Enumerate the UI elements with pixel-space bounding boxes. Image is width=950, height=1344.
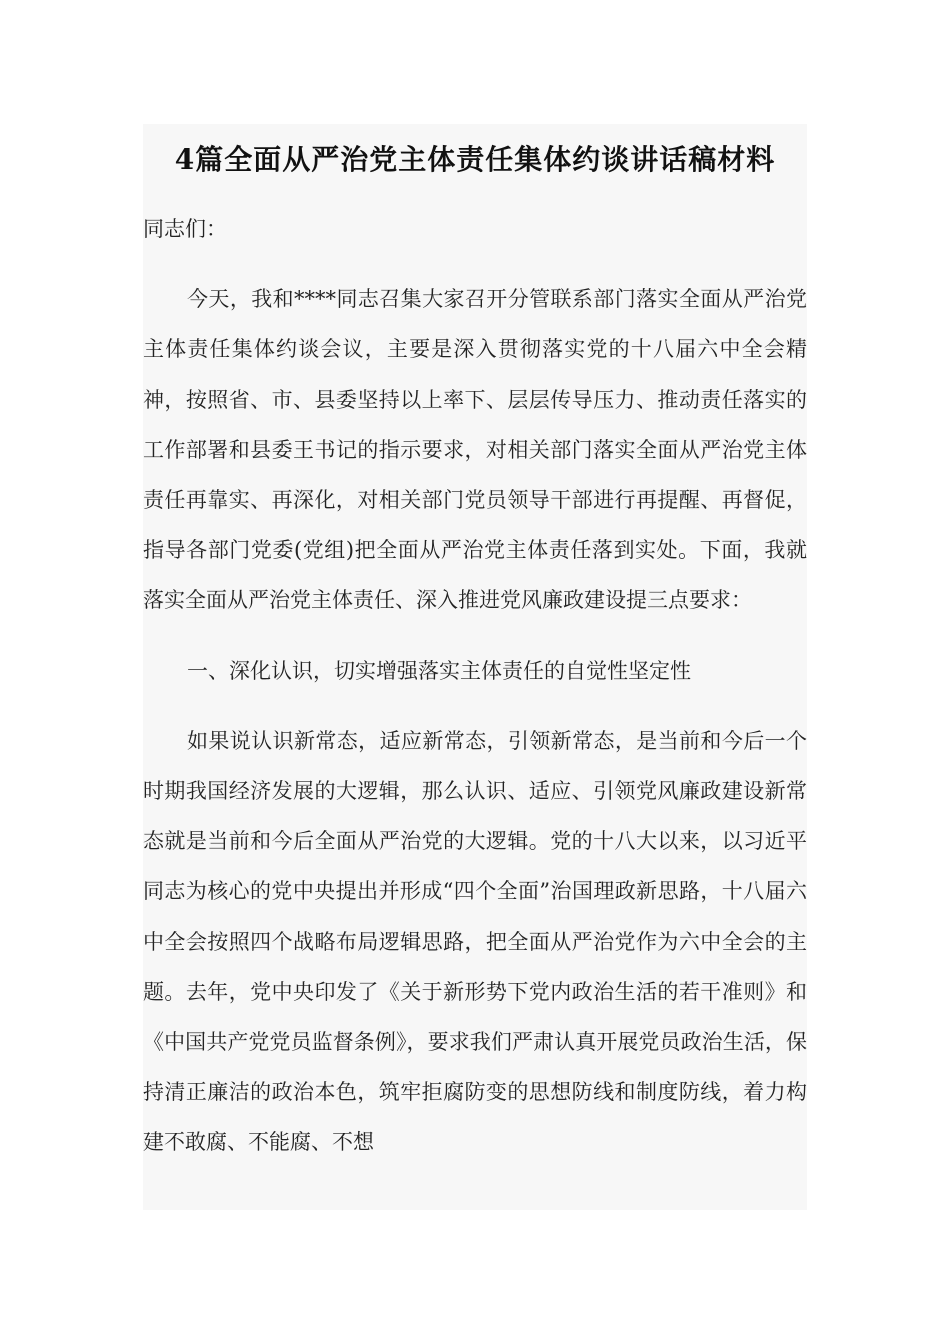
paragraph-body: 如果说认识新常态，适应新常态，引领新常态，是当前和今后一个时期我国经济发展的大逻辑，那么认识、适应、引领党风廉政建设新常态就是当前和今后全面从严治党的大逻辑。党的十八大以来，以习近平同志为核心的党中央提出并形成“四个全面”治国理政新思路，十八届六中全会按照四个战略布局逻辑思路，把全面从严治党作为六中全会的主题。去年，党中央印发了《关于新形势下党内政治生活的若干准则》和《中国共产党党员监督条例》，要求我们严肃认真开展党员政治生活，保持清正廉洁的政治本色，筑牢拒腐防变的思想防线和制度防线，着力构建不敢腐、不能腐、不想 (143, 728, 807, 1155)
section-heading-1: 一、深化认识，切实增强落实主体责任的自觉性坚定性 (187, 658, 691, 683)
document-text-block (143, 124, 807, 1210)
paragraph-intro: 今天，我和****同志召集大家召开分管联系部门落实全面从严治党主体责任集体约谈会议，主要是深入贯彻落实党的十八届六中全会精神，按照省、市、县委坚持以上率下、层层传导压力、推动责任落实的工作部署和县委王书记的指示要求，对相关部门落实全面从严治党主体责任再靠实、再深化，对相关部门党员领导干部进行再提醒、再督促，指导各部门党委(党组)把全面从严治党主体责任落到实处。下面，我就落实全面从严治党主体责任、深入推进党风廉政建设提三点要求： (143, 287, 807, 613)
document-title: 4篇全面从严治党主体责任集体约谈讲话稿材料 (174, 143, 776, 176)
salutation: 同志们： (143, 217, 227, 241)
